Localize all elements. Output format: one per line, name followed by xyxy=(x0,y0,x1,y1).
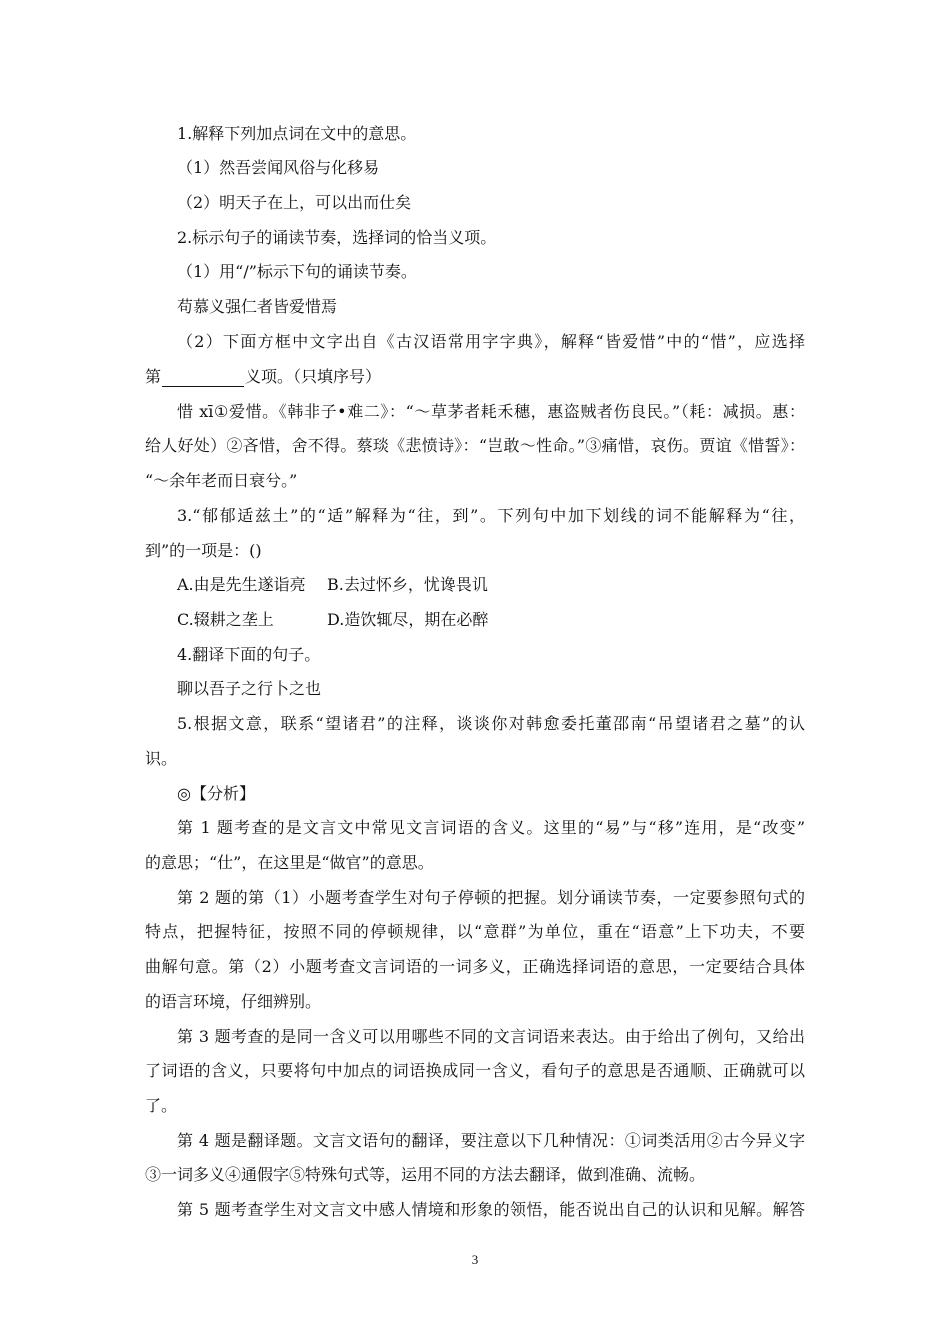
question-2-item-2-fill-line xyxy=(145,367,805,387)
question-1: 1.解释下列加点词在文中的意思。 xyxy=(177,124,417,143)
fill-suffix: 义项。（只填序号） xyxy=(245,367,382,386)
analysis-p4-line-1: 第 4 题是翻译题。文言文语句的翻译，要注意以下几种情况：①词类活用②古今异义字 xyxy=(177,1131,805,1150)
question-4-sentence: 聊以吾子之行卜之也 xyxy=(177,679,322,698)
option-a: A.由是先生遂诣亮 xyxy=(177,575,306,594)
question-3-line-2: 到”的一项是：() xyxy=(145,541,262,560)
analysis-p2-line-4: 的语言环境，仔细辨别。 xyxy=(145,992,322,1011)
analysis-p2-line-3: 曲解句意。第（2）小题考查文言词语的一词多义，正确选择词语的意思，一定要结合具体 xyxy=(145,957,805,976)
dictionary-entry-line-2: 给人好处）②吝惜，舍不得。蔡琰《悲愤诗》：“岂敢～性命。”③痛惜，哀伤。贾谊《惜誓》： xyxy=(145,436,805,455)
question-1-item-1: （1）然吾尝闻风俗与化移易 xyxy=(177,158,380,177)
analysis-p1-line-2: 的意思；“仕”，在这里是“做官”的意思。 xyxy=(145,853,434,872)
analysis-p3-line-3: 了。 xyxy=(145,1096,178,1115)
question-3: 3.“郁郁适兹土”的“适”解释为“往，到”。下列句中加下划线的词不能解释为“往， xyxy=(177,506,805,525)
analysis-p3-line-1: 第 3 题考查的是同一含义可以用哪些不同的文言词语来表达。由于给出了例句，又给出 xyxy=(177,1027,805,1046)
fill-prefix: 第 xyxy=(145,367,162,386)
option-b: B.去过怀乡，忧谗畏讥 xyxy=(327,575,488,594)
question-2-item-1: （1）用“/”标示下句的诵读节奏。 xyxy=(177,262,417,281)
question-4: 4.翻译下面的句子。 xyxy=(177,645,321,664)
page-number: 3 xyxy=(471,1252,479,1267)
question-3-options-cd xyxy=(177,610,805,630)
answer-blank xyxy=(162,370,244,387)
analysis-p1-line-1: 第 1 题考查的是文言文中常见文言词语的含义。这里的“易”与“移”连用，是“改变” xyxy=(177,818,805,837)
analysis-p4-line-2: ③一词多义④通假字⑤特殊句式等，运用不同的方法去翻译，做到准确、流畅。 xyxy=(145,1165,706,1184)
option-c: C.辍耕之垄上 xyxy=(177,610,274,629)
question-2: 2.标示句子的诵读节奏，选择词的恰当义项。 xyxy=(177,228,497,247)
option-d: D.造饮辄尽，期在必醉 xyxy=(327,610,489,629)
dictionary-entry-line-3: “～余年老而日衰兮。” xyxy=(145,471,298,490)
analysis-p2-line-1: 第 2 题的第（1）小题考查学生对句子停顿的把握。划分诵读节奏，一定要参照句式的 xyxy=(177,888,805,907)
question-5: 5.根据文意，联系“望诸君”的注释，谈谈你对韩愈委托董邵南“吊望诸君之墓”的认 xyxy=(177,714,805,733)
question-5-line-2: 识。 xyxy=(145,749,178,768)
question-1-item-2: （2）明天子在上，可以出而仕矣 xyxy=(177,193,412,212)
analysis-p5-line-1: 第 5 题考查学生对文言文中感人情境和形象的领悟，能否说出自己的认识和见解。解答 xyxy=(177,1200,805,1219)
analysis-heading: ◎【分析】 xyxy=(177,784,255,803)
analysis-p2-line-2: 特点，把握特征，按照不同的停顿规律，以“意群”为单位，重在“语意”上下功夫，不要 xyxy=(145,922,805,941)
analysis-p3-line-2: 了词语的含义，只要将句中加点的词语换成同一含义，看句子的意思是否通顺、正确就可以 xyxy=(145,1061,805,1080)
question-2-sentence: 苟慕义强仁者皆爱惜焉 xyxy=(177,297,338,316)
dictionary-entry-line-1: 惜 xī①爱惜。《韩非子•难二》：“～草茅者耗禾穗，惠盗贼者伤良民。”（耗：减损。惠： xyxy=(177,402,805,421)
question-3-options-ab xyxy=(177,575,805,595)
question-2-item-2: （2）下面方框中文字出自《古汉语常用字字典》，解释“皆爱惜”中的“惜”，应选择 xyxy=(177,332,805,351)
